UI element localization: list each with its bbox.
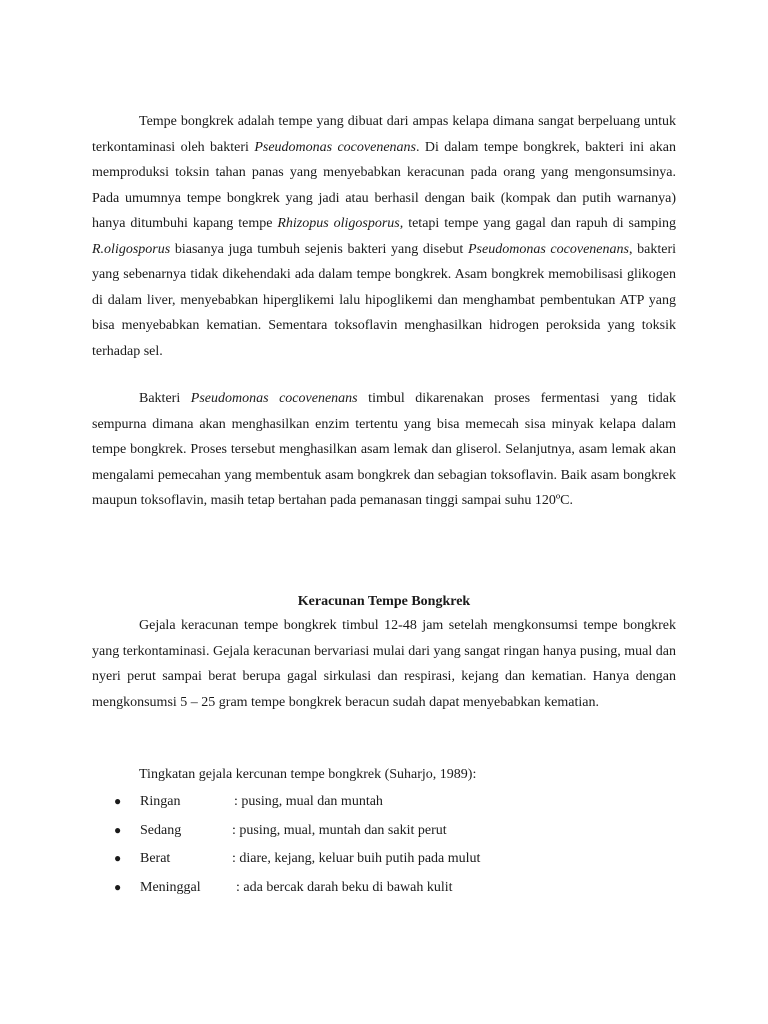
p2-text-2: timbul dikarenakan proses fermentasi yang tidak sempurna dimana akan menghasilkan enzim tertentu yang bisa memecah sisa minyak kelapa dalam tempe bongkrek. Proses tersebut menghasilkan asam lemak dan gliserol. Selanjutnya, asam lemak akan mengalami pemecahan yang membentuk asam bongkrek dan sebagian toksoflavin. Baik asam bongkrek maupun toksoflavin, masih tetap bertahan pada pemanasan tinggi sampai suhu 120ºC. — [92, 391, 676, 508]
p1-text-4: biasanya juga tumbuh sejenis bakteri yang disebut — [170, 241, 468, 257]
symptom-desc: : ada bercak darah beku di bawah kulit — [236, 879, 453, 895]
p3-text: Gejala keracunan tempe bongkrek timbul 12-48 jam setelah mengkonsumsi tempe bongkrek yang terkontaminasi. Gejala keracunan bervariasi mulai dari yang sangat ringan hanya pusing, mual dan nyeri perut sampai berat berupa gagal sirkulasi dan respirasi, kejang dan kematian. Hanya dengan mengkonsumsi 5 – 25 gram tempe bongkrek beracun sudah dapat menyebabkan kematian. — [92, 618, 676, 710]
symptom-desc: : diare, kejang, keluar buih putih pada mulut — [232, 851, 481, 866]
symptom-level: Ringan — [140, 794, 181, 809]
p1-species-1: Pseudomonas cocovenenans — [254, 139, 416, 155]
list-item — [92, 789, 676, 818]
symptom-level: Berat — [140, 851, 171, 866]
section-heading: Keracunan Tempe Bongkrek — [297, 594, 471, 609]
p2-text-1: Bakteri — [139, 391, 191, 406]
p1-species-2: Rhizopus oligosporus, — [277, 216, 404, 231]
symptom-level: Sedang — [140, 822, 182, 838]
paragraph-3 — [92, 613, 676, 715]
p1-species-4: Pseudomonas cocovenenans — [468, 241, 629, 257]
list-item — [92, 846, 676, 875]
symptom-desc: : pusing, mual dan muntah — [234, 794, 383, 809]
bullet-icon: ● — [114, 794, 122, 808]
bullet-icon: ● — [114, 822, 122, 837]
symptom-desc: : pusing, mual, muntah dan sakit perut — [232, 822, 447, 838]
paragraph-2 — [92, 386, 676, 514]
symptom-level: Meninggal — [140, 879, 201, 895]
p1-text-2: . Di dalam tempe bongkrek, bakteri ini akan memproduksi toksin tahan panas yang menyebabkan keracunan pada orang yang mengonsumsinya. Pada umumnya tempe bongkrek yang jadi atau berhasil dengan baik (kompak dan putih warnanya) hanya ditumbuhi kapang tempe — [92, 139, 676, 231]
p1-text-1: Tempe bongkrek adalah tempe yang dibuat dari ampas kelapa dimana sangat berpeluang untuk terkontaminasi oleh bakteri — [92, 114, 676, 155]
bullet-icon: ● — [114, 879, 122, 894]
symptom-list — [92, 789, 676, 903]
list-item — [92, 818, 676, 847]
bullet-icon: ● — [114, 851, 122, 865]
list-item — [92, 875, 676, 904]
paragraph-1 — [92, 109, 676, 364]
p1-species-3: R.oligosporus — [92, 241, 171, 257]
p1-text-5: , bakteri yang sebenarnya tidak dikehendaki ada dalam tempe bongkrek. Asam bongkrek memobilisasi glikogen di dalam liver, menyebabkan hiperglikemi lalu hipoglikemi dan menghambat pembentukan ATP yang bisa menyebabkan kematian. Sementara toksoflavin menghasilkan hidrogen peroksida yang toksik terhadap sel. — [92, 241, 677, 359]
list-intro: Tingkatan gejala kercunan tempe bongkrek (Suharjo, 1989): — [139, 767, 477, 782]
p1-text-3: tetapi tempe yang gagal dan rapuh di samping — [403, 216, 676, 231]
p2-species-1: Pseudomonas cocovenenans — [190, 391, 358, 406]
